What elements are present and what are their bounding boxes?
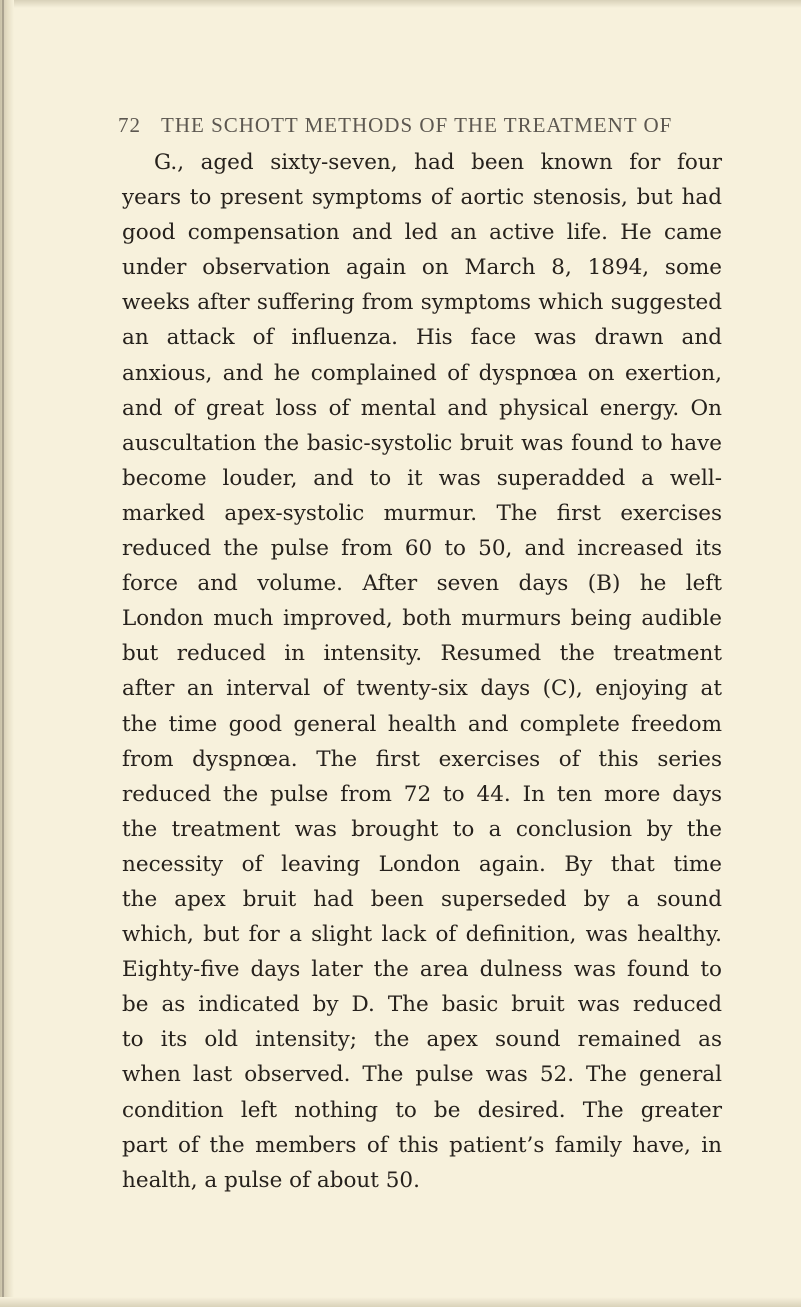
text-line-27: when last observed. The pulse was 52. The general [122,1062,722,1088]
text-line-17: the time good general health and complete freedom [122,711,722,737]
text-line-7: anxious, and he complained of dyspnœa on exertion, [122,360,722,386]
text-line-20: the treatment was brought to a conclusion by the [122,816,722,842]
text-line-26: to its old intensity; the apex sound remained as [122,1027,722,1053]
text-line-5: weeks after suffering from symptoms which suggested [122,290,722,316]
running-title: THE SCHOTT METHODS OF THE TREATMENT OF [161,113,673,137]
text-line-13: force and volume. After seven days (B) he left [122,571,722,597]
page-bottom-edge [0,1297,801,1307]
page-number: 72 [118,113,141,137]
text-line-11: marked apex-systolic murmur. The first exercises [122,500,722,526]
text-line-22: the apex bruit had been superseded by a sound [122,886,722,912]
text-line-12: reduced the pulse from 60 to 50, and increased its [122,536,722,562]
text-line-19: reduced the pulse from 72 to 44. In ten more days [122,781,722,807]
text-line-29: part of the members of this patient’s family have, in [122,1132,722,1158]
running-head [118,113,718,139]
text-line-28: condition left nothing to be desired. The greater [122,1097,722,1123]
page-top-edge [0,0,801,8]
text-line-23: which, but for a slight lack of definition, was healthy. [122,922,722,948]
text-line-18: from dyspnœa. The first exercises of this series [122,746,722,772]
text-line-16: after an interval of twenty-six days (C), enjoying at [122,676,722,702]
text-line-24: Eighty-five days later the area dulness was found to [122,957,722,983]
text-line-15: but reduced in intensity. Resumed the treatment [122,641,722,667]
text-line-21: necessity of leaving London again. By that time [122,851,722,877]
text-line-30: health, a pulse of about 50. [122,1167,420,1193]
text-line-8: and of great loss of mental and physical energy. On [122,395,722,421]
text-line-10: become louder, and to it was superadded a well- [122,465,722,491]
text-line-14: London much improved, both murmurs being audible [122,606,722,632]
text-line-2: years to present symptoms of aortic stenosis, but had [122,185,722,211]
page-binding-line [2,0,4,1307]
text-line-3: good compensation and led an active life. He came [122,220,722,246]
text-line-4: under observation again on March 8, 1894, some [122,255,722,281]
text-line-1: G., aged sixty-seven, had been known for four [154,150,722,175]
body-paragraph [122,145,722,1198]
text-line-6: an attack of influenza. His face was drawn and [122,325,722,351]
text-line-25: be as indicated by D. The basic bruit was reduced [122,992,722,1018]
text-line-9: auscultation the basic-systolic bruit was found to have [122,430,722,456]
